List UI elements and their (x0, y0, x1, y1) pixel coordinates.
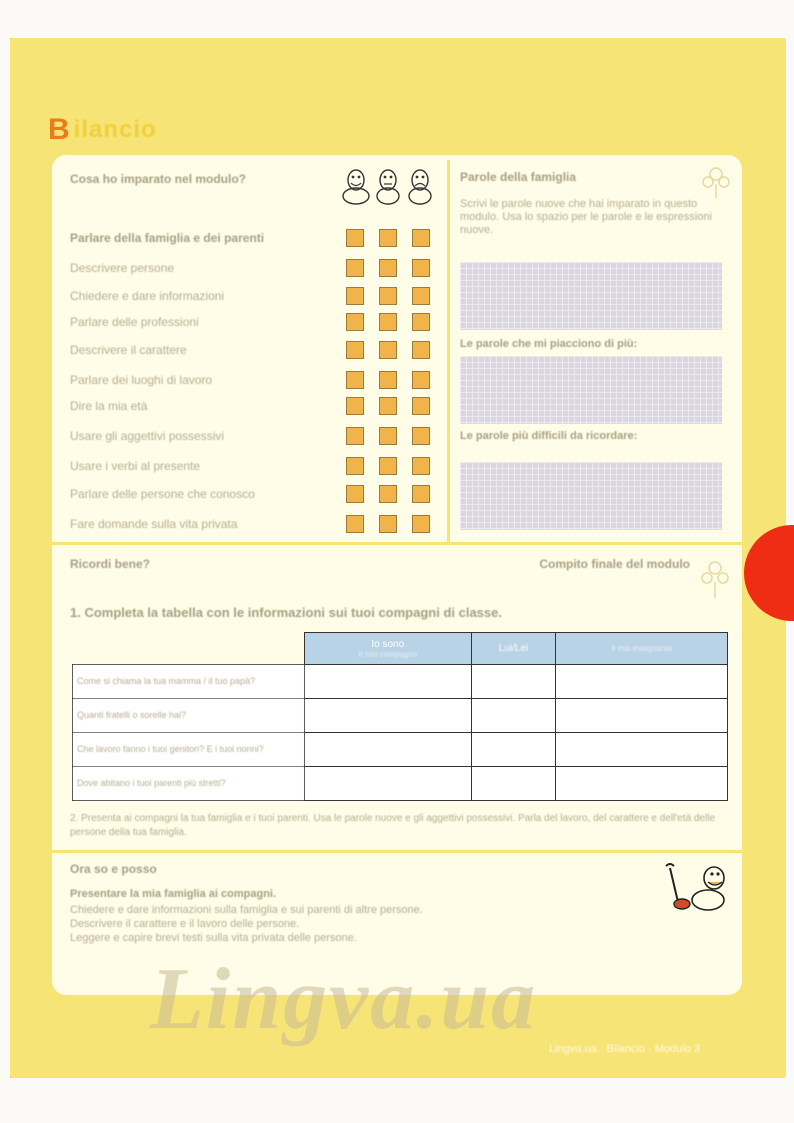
checkbox-bad[interactable] (412, 371, 430, 389)
checklist-row (70, 258, 440, 278)
answer-cell[interactable] (471, 699, 556, 733)
checkbox-ok[interactable] (379, 427, 397, 445)
checklist-row (70, 312, 440, 332)
writing-grid-2[interactable] (460, 356, 722, 424)
checkbox-ok[interactable] (379, 457, 397, 475)
answer-cell[interactable] (305, 665, 472, 699)
answer-cell[interactable] (471, 665, 556, 699)
table-header-row (73, 633, 728, 665)
row-label: Dove abitano i tuoi parenti più stretti? (73, 767, 305, 801)
checkbox-good[interactable] (346, 341, 364, 359)
checklist-row (70, 228, 440, 248)
answer-cell[interactable] (305, 699, 472, 733)
checkbox-ok[interactable] (379, 287, 397, 305)
answer-cell[interactable] (556, 665, 728, 699)
table-header-cell (305, 633, 472, 665)
summary-line: Leggere e capire brevi testi sulla vita privata delle persone. (70, 932, 357, 944)
checklist-label: Parlare delle professioni (70, 315, 199, 329)
section-title: ilancio (73, 116, 157, 143)
table-row (73, 665, 728, 699)
summary-line: Descrivere il carattere e il lavoro delle persone. (70, 918, 300, 930)
vocabulary-label-3: Le parole più difficili da ricordare: (460, 430, 638, 442)
checklist-row (70, 456, 440, 476)
writing-grid-3[interactable] (460, 462, 722, 530)
checklist-row (70, 396, 440, 416)
checklist-label: Usare i verbi al presente (70, 459, 201, 473)
checklist-label: Usare gli aggettivi possessivi (70, 429, 225, 443)
duck-with-vacuum-icon (662, 862, 732, 914)
row-label: Quanti fratelli o sorelle hai? (73, 699, 305, 733)
answer-cell[interactable] (471, 733, 556, 767)
checklist-label: Parlare della famiglia e dei parenti (70, 231, 265, 245)
checklist-title: Cosa ho imparato nel modulo? (70, 172, 247, 186)
checkbox-bad[interactable] (412, 341, 430, 359)
decorative-flower-icon (698, 556, 732, 600)
checkbox-bad[interactable] (412, 287, 430, 305)
checkbox-bad[interactable] (412, 427, 430, 445)
happy-face-icon (343, 170, 369, 204)
checklist-row (70, 370, 440, 390)
header-main: Lui/Lei (498, 643, 529, 654)
checkbox-bad[interactable] (412, 457, 430, 475)
neutral-face-icon (377, 170, 399, 204)
checklist-row (70, 484, 440, 504)
horizontal-divider-bottom (52, 850, 742, 853)
checkbox-ok[interactable] (379, 371, 397, 389)
page-footer: Lingva.ua · Bilancio · Modulo 3 (548, 1043, 700, 1055)
answer-cell[interactable] (305, 733, 472, 767)
task-note: 2. Presenta ai compagni la tua famiglia e i tuoi parenti. Usa le parole nuove e gli aggettivi possessivi. Parla del lavoro, del carattere e dell'età delle persone della tua famiglia. (70, 813, 716, 838)
header-sub: Il mio compagno (358, 649, 418, 659)
checkbox-bad[interactable] (412, 313, 430, 331)
answer-cell[interactable] (305, 767, 472, 801)
checklist-label: Descrivere persone (70, 261, 175, 275)
checklist-row (70, 514, 440, 534)
table-row (73, 699, 728, 733)
checkbox-good[interactable] (346, 259, 364, 277)
vocabulary-label-2: Le parole che mi piacciono di più: (460, 338, 638, 350)
checkbox-ok[interactable] (379, 229, 397, 247)
summary-line: Presentare la mia famiglia ai compagni. (70, 888, 277, 900)
checkbox-ok[interactable] (379, 485, 397, 503)
watermark: Lingva.ua (150, 951, 538, 1048)
checkbox-ok[interactable] (379, 341, 397, 359)
faces-header (338, 166, 438, 210)
checklist-label: Parlare delle persone che conosco (70, 487, 255, 501)
checkbox-good[interactable] (346, 313, 364, 331)
table-header-cell (471, 633, 556, 665)
header-main: Io sono (371, 638, 405, 650)
checkbox-good[interactable] (346, 229, 364, 247)
table-row (73, 733, 728, 767)
checklist-row (70, 286, 440, 306)
writing-grid-1[interactable] (460, 262, 722, 330)
info-table (72, 632, 728, 801)
vocabulary-title: Parole della famiglia (460, 170, 577, 184)
answer-cell[interactable] (556, 733, 728, 767)
answer-cell[interactable] (556, 699, 728, 733)
row-label: Come si chiama la tua mamma / il tuo papà? (73, 665, 305, 699)
answer-cell[interactable] (471, 767, 556, 801)
checkbox-bad[interactable] (412, 397, 430, 415)
decorative-flower-icon (698, 160, 734, 200)
checklist-label: Parlare dei luoghi di lavoro (70, 373, 213, 387)
checkbox-ok[interactable] (379, 259, 397, 277)
checkbox-good[interactable] (346, 427, 364, 445)
table-corner (73, 633, 305, 665)
checkbox-bad[interactable] (412, 259, 430, 277)
checklist-label: Chiedere e dare informazioni (70, 289, 225, 303)
checklist-label: Fare domande sulla vita privata (70, 517, 238, 531)
section-heading (48, 112, 157, 148)
checkbox-ok[interactable] (379, 515, 397, 533)
checkbox-ok[interactable] (379, 397, 397, 415)
vertical-divider (447, 160, 450, 543)
summary-line: Chiedere e dare informazioni sulla famiglia e sui parenti di altre persone. (70, 904, 423, 916)
checkbox-good[interactable] (346, 371, 364, 389)
checklist-label: Dire la mia età (70, 399, 148, 413)
final-task-title: Compito finale del modulo (539, 557, 690, 571)
section-letter: B (48, 113, 70, 146)
checkbox-good[interactable] (346, 485, 364, 503)
table-row (73, 767, 728, 801)
horizontal-divider-top (52, 542, 742, 545)
checklist-label: Descrivere il carattere (70, 343, 187, 357)
header-sub: Il mio insegnante (611, 644, 672, 653)
checkbox-bad[interactable] (412, 229, 430, 247)
vocabulary-intro: Scrivi le parole nuove che hai imparato in questo modulo. Usa lo spazio per le parole e le espressioni nuove. (460, 198, 712, 236)
checklist-row (70, 426, 440, 446)
table-question: 1. Completa la tabella con le informazioni sui tuoi compagni di classe. (70, 605, 502, 620)
review-title: Ricordi bene? (70, 557, 151, 571)
answer-cell[interactable] (556, 767, 728, 801)
checkbox-bad[interactable] (412, 485, 430, 503)
checkbox-bad[interactable] (412, 515, 430, 533)
checklist-row (70, 340, 440, 360)
checkbox-good[interactable] (346, 457, 364, 475)
summary-title: Ora so e posso (70, 862, 157, 876)
row-label: Che lavoro fanno i tuoi genitori? E i tuoi nonni? (73, 733, 305, 767)
checkbox-good[interactable] (346, 397, 364, 415)
checkbox-good[interactable] (346, 515, 364, 533)
checkbox-good[interactable] (346, 287, 364, 305)
checkbox-ok[interactable] (379, 313, 397, 331)
sad-face-icon (409, 170, 431, 204)
table-header-cell (556, 633, 728, 665)
